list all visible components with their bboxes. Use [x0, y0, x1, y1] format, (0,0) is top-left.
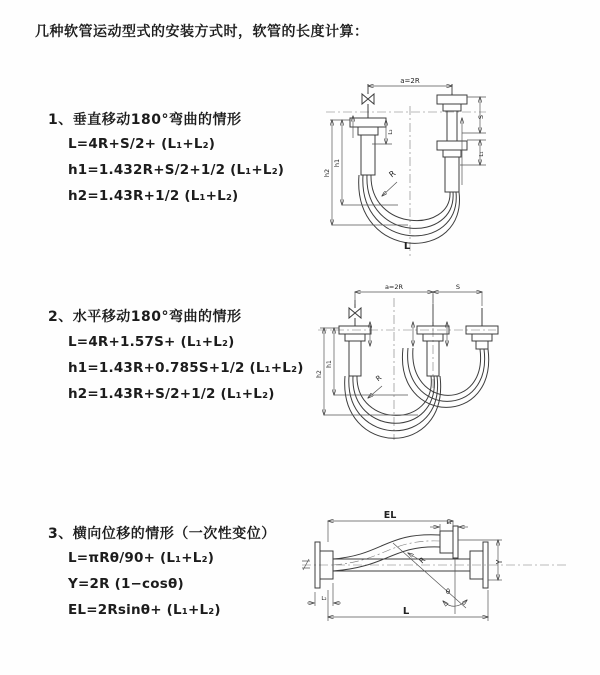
length-label: L: [403, 241, 411, 252]
dimension-h2: [323, 120, 408, 225]
radius-label: R: [417, 555, 428, 566]
page-title: 几种软管运动型式的安装方式时，软管的长度计算：: [35, 24, 369, 40]
dim-l2-label: L₂: [388, 129, 394, 135]
section-2-formula-L: L=4R+1.57S+ (L₁+L₂): [68, 334, 235, 350]
dim-s-label: S: [477, 114, 485, 120]
radius-callout: [368, 374, 383, 398]
diagram-lateral-displacement: [298, 498, 600, 652]
dim-span-label: a=2R: [400, 77, 420, 85]
dimension-l1: [460, 118, 486, 185]
hose-curve-initial: [345, 373, 441, 438]
diagram-vertical-180-bend: [310, 70, 600, 260]
dimension-y: [458, 540, 504, 580]
dim-h1-label: h1: [326, 360, 333, 368]
dimension-l: [328, 590, 488, 621]
dim-l1-label: L₁: [479, 151, 485, 157]
dim-l1-label: L₁: [446, 520, 452, 526]
construction-lines: [393, 543, 467, 614]
section-1-heading: 1、垂直移动180°弯曲的情形: [48, 112, 242, 128]
section-3-heading: 3、横向位移的情形（一次性变位）: [48, 526, 276, 542]
hose-s-curve: [333, 535, 440, 571]
section-2-heading: 2、水平移动180°弯曲的情形: [48, 309, 242, 325]
centerlines: [302, 559, 566, 570]
dim-l-label: L: [402, 606, 410, 617]
angle-label: θ: [445, 588, 451, 596]
dimension-h1: [333, 116, 398, 205]
dim-l2-label: L₂: [321, 596, 327, 602]
radius-callout: [382, 169, 398, 196]
dimension-h2: [316, 328, 418, 415]
section-3-formula-EL: EL=2Rsinθ+ (L₁+L₂): [68, 602, 221, 618]
left-fitting: [339, 326, 371, 376]
dimension-s: [462, 97, 486, 133]
dimension-h1: [326, 328, 408, 395]
right-fitting: [437, 84, 467, 192]
section-2-formula-h2: h2=1.43R+S/2+1/2 (L₁+L₂): [68, 386, 275, 402]
right-fitting: [466, 308, 498, 349]
dim-s-label: S: [455, 283, 461, 291]
section-3-formula-Y: Y=2R (1−cosθ): [68, 576, 184, 592]
section-1-formula-L: L=4R+S/2+ (L₁+L₂): [68, 136, 216, 152]
radius-label: R: [374, 373, 384, 384]
section-1-formula-h2: h2=1.43R+1/2 (L₁+L₂): [68, 188, 239, 204]
diagram-horizontal-180-bend: [310, 278, 600, 450]
left-fitting: [350, 118, 386, 175]
dimension-l2: [307, 583, 341, 606]
dimension-el: [328, 510, 453, 542]
section-1-formula-h1: h1=1.432R+S/2+1/2 (L₁+L₂): [68, 162, 285, 178]
dim-h2-label: h2: [323, 168, 331, 178]
dim-span-label: a=2R: [384, 283, 404, 291]
centerlines: [318, 294, 496, 440]
hose-curve-shifted: [402, 348, 488, 407]
dimension-span: [368, 77, 452, 93]
dim-y-label: Y: [495, 559, 504, 565]
section-2-formula-h1: h1=1.43R+0.785S+1/2 (L₁+L₂): [68, 360, 304, 376]
dim-el-label: EL: [383, 510, 397, 521]
dim-h1-label: h1: [333, 158, 341, 168]
dimension-l1: [430, 520, 468, 531]
section-3-formula-L: L=πRθ/90+ (L₁+L₂): [68, 550, 215, 566]
hose-curve: [359, 175, 460, 243]
dimension-span: [355, 283, 482, 322]
radius-label: R: [387, 168, 398, 180]
center-mark: [302, 559, 310, 570]
dim-h2-label: h2: [316, 370, 323, 378]
displaced-flange: [440, 526, 458, 558]
